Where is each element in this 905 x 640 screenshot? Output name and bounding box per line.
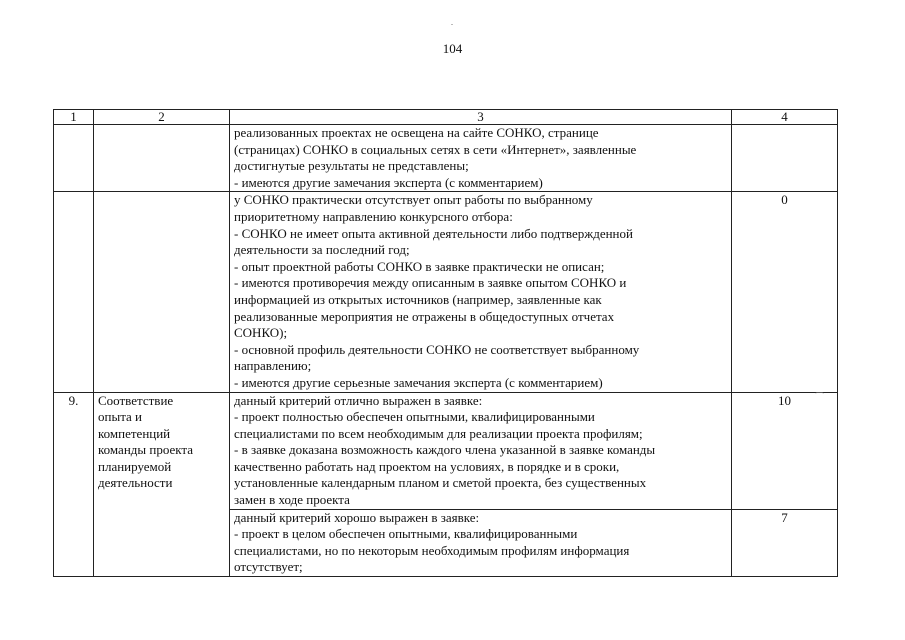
criteria-table <box>53 109 838 577</box>
description-line: качественно работать над проектом на условиях, в порядке и в сроки, <box>234 458 620 474</box>
column-header-4: 4 <box>732 110 838 125</box>
table-body <box>54 125 838 577</box>
description-line: замен в ходе проекта <box>234 492 350 508</box>
row-number-cell <box>54 125 94 192</box>
description-line: специалистами по всем необходимым для реализации проекта профилям; <box>234 425 643 441</box>
description-line: - имеются другие замечания эксперта (с комментарием) <box>234 174 543 190</box>
criterion-line: команды проекта <box>98 442 194 458</box>
description-cell <box>230 125 732 192</box>
description-line: у СОНКО практически отсутствует опыт работы по выбранному <box>234 192 593 208</box>
column-header-3: 3 <box>230 110 732 125</box>
description-line: - опыт проектной работы СОНКО в заявке практически не описан; <box>234 258 605 274</box>
description-cell <box>230 509 732 576</box>
criterion-line: деятельности <box>98 475 173 491</box>
description-line: направлению; <box>234 358 312 374</box>
criterion-line: опыта и <box>98 409 143 425</box>
column-header-2: 2 <box>94 110 230 125</box>
description-line: реализованных проектах не освещена на сайте СОНКО, странице <box>234 125 599 140</box>
description-line: специалистами, но по некоторым необходимым профилям информация <box>234 542 630 558</box>
row-number-cell <box>54 192 94 392</box>
description-line: - СОНКО не имеет опыта активной деятельности либо подтвержденной <box>234 225 633 241</box>
criterion-line: компетенций <box>98 425 171 441</box>
description-line: реализованные мероприятия не отражены в общедоступных отчетах <box>234 308 615 324</box>
page-number: 104 <box>442 41 463 56</box>
description-line: - основной профиль деятельности СОНКО не соответствует выбранному <box>234 341 640 357</box>
description-line: - имеются противоречия между описанным в заявке опытом СОНКО и <box>234 275 627 291</box>
row-number-cell: 9. <box>54 392 94 577</box>
criterion-line: планируемой <box>98 458 172 474</box>
header-row <box>54 110 838 125</box>
description-line: приоритетному направлению конкурсного отбора: <box>234 208 513 224</box>
description-line: СОНКО); <box>234 325 288 341</box>
description-line: данный критерий отлично выражен в заявке: <box>234 392 483 408</box>
description-cell <box>230 192 732 392</box>
column-header-1: 1 <box>54 110 94 125</box>
description-line: - проект в целом обеспечен опытными, квалифицированными <box>234 526 578 542</box>
description-line: (страницах) СОНКО в социальных сетях в сети «Интернет», заявленные <box>234 141 637 157</box>
description-line: данный критерий хорошо выражен в заявке: <box>234 509 480 525</box>
score-cell: 10 <box>732 392 838 509</box>
scan-mark-icon: ⁀ <box>816 392 824 402</box>
criterion-cell <box>94 125 230 192</box>
table-row <box>54 192 838 392</box>
criterion-cell <box>94 192 230 392</box>
table-row <box>54 392 838 509</box>
description-cell <box>230 392 732 509</box>
scan-speck <box>451 24 453 25</box>
description-line: - имеются другие серьезные замечания эксперта (с комментарием) <box>234 374 603 390</box>
description-line: установленные календарным планом и сметой проекта, без существенных <box>234 475 647 491</box>
criterion-cell <box>94 392 230 577</box>
description-line: отсутствует; <box>234 559 303 575</box>
description-line: деятельности за последний год; <box>234 242 410 258</box>
description-line: достигнутые результаты не представлены; <box>234 158 469 174</box>
table-row <box>54 125 838 192</box>
score-cell: 0 <box>732 192 838 392</box>
score-cell: 7 <box>732 509 838 576</box>
description-line: информацией из открытых источников (например, заявленные как <box>234 291 602 307</box>
score-cell <box>732 125 838 192</box>
criterion-line: Соответствие <box>98 392 174 408</box>
description-line: - в заявке доказана возможность каждого члена указанной в заявке команды <box>234 442 656 458</box>
description-line: - проект полностью обеспечен опытными, квалифицированными <box>234 409 595 425</box>
